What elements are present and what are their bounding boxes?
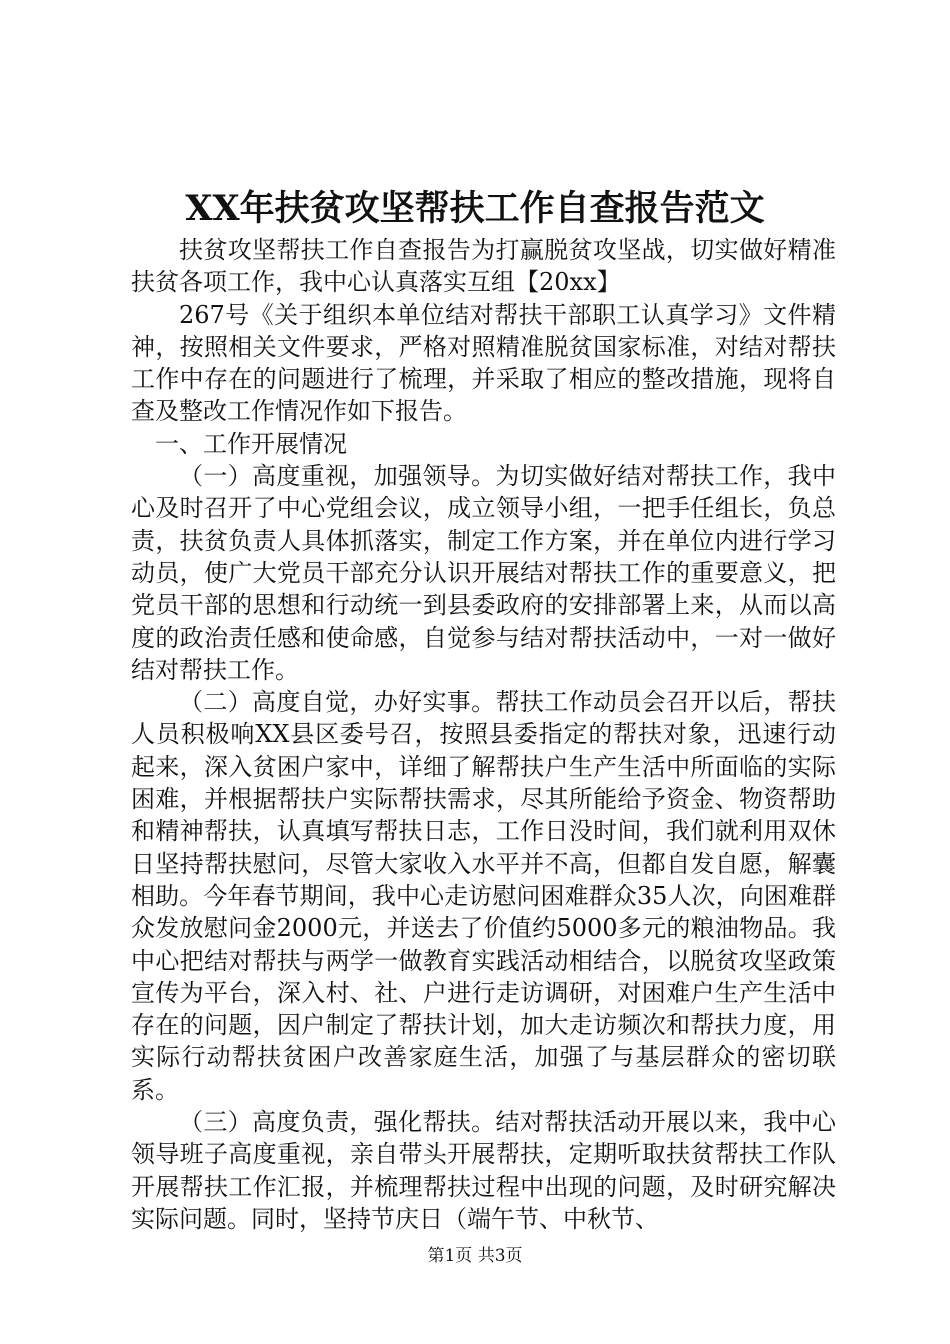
section-heading: 一、工作开展情况 bbox=[155, 429, 347, 458]
paragraph-reference: 267号《关于组织本单位结对帮扶干部职工认真学习》文件精神，按照相关文件要求，严格对照精准脱贫国家标准，对结对帮扶工作中存在的问题进行了梳理，并采取了相应的整改措施，现将自查及整改工作情况作如下报告。 bbox=[131, 300, 836, 426]
paragraph-item-3: （三）高度负责，强化帮扶。结对帮扶活动开展以来，我中心领导班子高度重视，亲自带头开展帮扶，定期听取扶贫帮扶工作队开展帮扶工作汇报，并梳理帮扶过程中出现的问题，及时研究解决实际问题。同时，坚持节庆日（端午节、中秋节、 bbox=[131, 1108, 836, 1233]
page-footer: 第1页 共3页 bbox=[427, 1246, 523, 1266]
document-title: XX年扶贫攻坚帮扶工作自查报告范文 bbox=[185, 188, 765, 229]
paragraph-item-2: （二）高度自觉，办好实事。帮扶工作动员会召开以后，帮扶人员积极响XX县区委号召，按照县委指定的帮扶对象，迅速行动起来，深入贫困户家中，详细了解帮扶户生产生活中所面临的实际困难，并根据帮扶户实际帮扶需求，尽其所能给予资金、物资帮助和精神帮扶，认真填写帮扶日志，工作日没时间，我们就利用双休日坚持帮扶慰问，尽管大家收入水平并不高，但都自发自愿，解囊相助。今年春节期间，我中心走访慰问困难群众35人次，向困难群众发放慰问金2000元，并送去了价值约5000多元的粮油物品。我中心把结对帮扶与两学一做教育实践活动相结合，以脱贫攻坚政策宣传为平台，深入村、社、户进行走访调研，对困难户生产生活中存在的问题，因户制定了帮扶计划，加大走访频次和帮扶力度，用实际行动帮扶贫困户改善家庭生活，加强了与基层群众的密切联系。 bbox=[131, 688, 836, 1104]
paragraph-item-1: （一）高度重视，加强领导。为切实做好结对帮扶工作，我中心及时召开了中心党组会议，成立领导小组，一把手任组长，负总责，扶贫负责人具体抓落实，制定工作方案，并在单位内进行学习动员，使广大党员干部充分认识开展结对帮扶工作的重要意义，把党员干部的思想和行动统一到县委政府的安排部署上来，从而以高度的政治责任感和使命感，自觉参与结对帮扶活动中，一对一做好结对帮扶工作。 bbox=[131, 462, 836, 684]
paragraph-intro: 扶贫攻坚帮扶工作自查报告为打赢脱贫攻坚战，切实做好精准扶贫各项工作，我中心认真落实互组【20xx】 bbox=[131, 236, 836, 297]
document-body bbox=[131, 234, 836, 1235]
